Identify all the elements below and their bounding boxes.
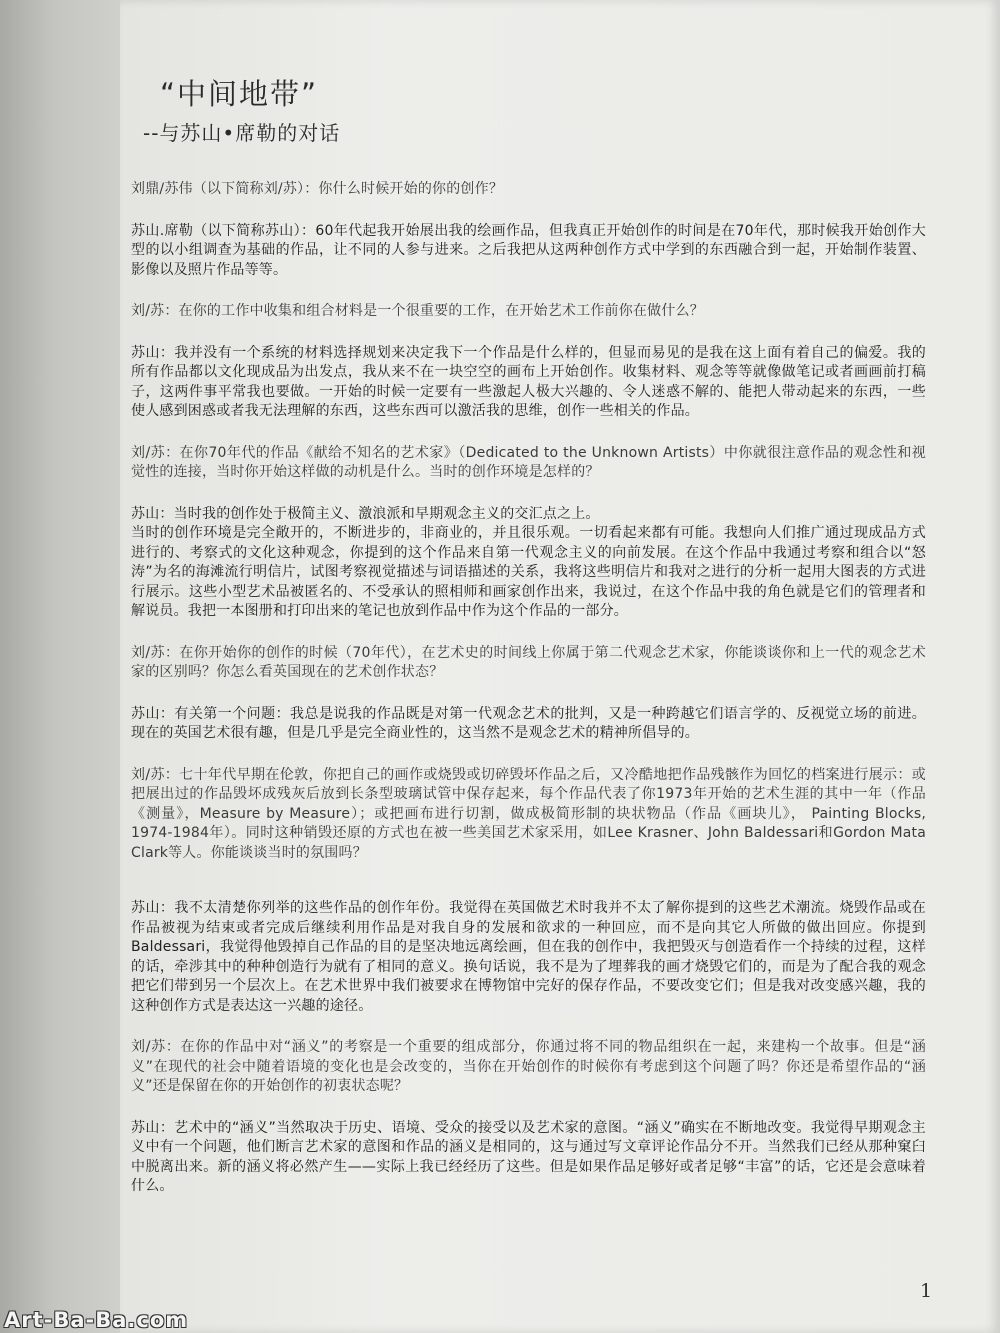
question-paragraph: 刘/苏：在你的工作中收集和组合材料是一个很重要的工作，在开始艺术工作前你在做什么？	[131, 303, 704, 319]
watermark: Art-Ba-Ba.com	[4, 1308, 189, 1332]
question-paragraph: 刘/苏：七十年代早期在伦敦，你把自己的画作或烧毁或切碎毁坏作品之后，又冷酷地把作品残骸作为回忆的档案进行展示：或把展出过的作品毁坏成残灰后放到长条型玻璃试管中保存起来，每个作品代表了你1973年开始的艺术生涯的其中一年（作品《测量》，Measure by Measure）；或把画布进行切割，做成极简形制的块状物品（作品《画块儿》， Painting Blocks, 1974-1984年）。同时这种销毁还原的方式也在被一些美国艺术家采用，如Lee Krasner、John Baldessari和Gordon Mata Clark等人。你能谈谈当时的氛围吗？	[131, 766, 926, 861]
question-paragraph: 刘/苏：在你的作品中对“涵义”的考察是一个重要的组成部分，你通过将不同的物品组织在一起，来建构一个故事。但是“涵义”在现代的社会中随着语境的变化也是会改变的，当你在开始创作的时候你有考虑到这个问题了吗？你还是希望作品的“涵义”还是保留在你的开始创作的初衷状态呢？	[131, 1039, 926, 1094]
page-number: 1	[920, 1280, 933, 1302]
answer-paragraph: 苏山：有关第一个问题：我总是说我的作品既是对第一代观念艺术的批判，又是一种跨越它们语言学的、反视觉立场的前进。现在的英国艺术很有趣，但是几乎是完全商业性的，这当然不是观念艺术的精神所倡导的。	[131, 705, 926, 741]
answer-paragraph: 苏山：艺术中的“涵义”当然取决于历史、语境、受众的接受以及艺术家的意图。“涵义”确实在不断地改变。我觉得早期观念主义中有一个问题，他们断言艺术家的意图和作品的涵义是相同的，这与通过写文章评论作品分不开。当然我们已经从那种窠臼中脱离出来。新的涵义将必然产生——实际上我已经经历了这些。但是如果作品足够好或者足够“丰富”的话，它还是会意味着什么。	[131, 1119, 926, 1194]
question-paragraph: 刘鼎/苏伟（以下简称刘/苏）：你什么时候开始的你的创作？	[131, 181, 504, 197]
answer-paragraph: 苏山：我并没有一个系统的材料选择规划来决定我下一个作品是什么样的，但显而易见的是我在这上面有着自己的偏爱。我的所有作品都以文化现成品为出发点，我从来不在一块空空的画布上开始创作。收集材料、观念等等就像做笔记或者画画前打稿子，这两件事平常我也要做。一开始的时候一定要有一些激起人极大兴趣的、令人迷惑不解的、能把人带动起来的东西，一些使人感到困惑或者我无法理解的东西，这些东西可以激活我的思维，创作一些相关的作品。	[131, 344, 926, 419]
interview-body	[131, 180, 926, 1219]
answer-paragraph: 当时的创作环境是完全敞开的，不断进步的，非商业的，并且很乐观。一切看起来都有可能。我想向人们推广通过现成品方式进行的、考察式的文化这种观念，你提到的这个作品来自第一代观念主义的向前发展。在这个作品中我通过考察和组合以“怒涛”为名的海滩流行明信片，试图考察视觉描述与词语描述的关系，我将这些明信片和我对之进行的分析一起用大图表的方式进行展示。这些小型艺术品被匿名的、不受承认的照相师和画家创作出来，我说过，在这个作品中我的角色就是它们的管理者和解说员。我把一本图册和打印出来的笔记也放到作品中作为这个作品的一部分。	[131, 525, 926, 619]
question-paragraph: 刘/苏：在你开始你的创作的时候（70年代），在艺术史的时间线上你属于第二代观念艺术家，你能谈谈你和上一代的观念艺术家的区别吗？你怎么看英国现在的艺术创作状态？	[131, 644, 926, 680]
article-subtitle: --与苏山•席勒的对话	[143, 121, 341, 145]
answer-paragraph: 苏山：我不太清楚你列举的这些作品的创作年份。我觉得在英国做艺术时我并不太了解你提到的这些艺术潮流。烧毁作品或在作品被视为结束或者完成后继续利用作品是对我自身的发展和欲求的一种回应，而不是向其它人所做的做出回应。你提到Baldessari，我觉得他毁掉自己作品的目的是坚决地远离绘画，但在我的创作中，我把毁灭与创造看作一个持续的过程，这样的话，牵涉其中的种种创造行为就有了相同的意义。换句话说，我不是为了埋葬我的画才烧毁它们的，而是为了配合我的观念把它们带到另一个层次上。在艺术世界中我们被要求在博物馆中完好的保存作品，不要改变它们；但是我对改变感兴趣，我的这种创作方式是表达这一兴趣的途径。	[131, 900, 926, 1014]
book-spine-shadow	[0, 0, 120, 1333]
article-title: “中间地带”	[160, 77, 319, 111]
answer-paragraph: 苏山：当时我的创作处于极简主义、激浪派和早期观念主义的交汇点之上。	[131, 505, 600, 522]
question-paragraph: 刘/苏：在你70年代的作品《献给不知名的艺术家》（Dedicated to the Unknown Artists）中你就很注意作品的观念性和视觉性的连接，当时你开始这样做的动机是什么。当时的创作环境是怎样的？	[131, 444, 926, 480]
answer-paragraph: 苏山.席勒（以下简称苏山）：60年代起我开始展出我的绘画作品，但我真正开始创作的时间是在70年代，那时候我开始创作大型的以小组调查为基础的作品，让不同的人参与进来。之后我把从这两种创作方式中学到的东西融合到一起，开始制作装置、影像以及照片作品等等。	[131, 222, 926, 278]
